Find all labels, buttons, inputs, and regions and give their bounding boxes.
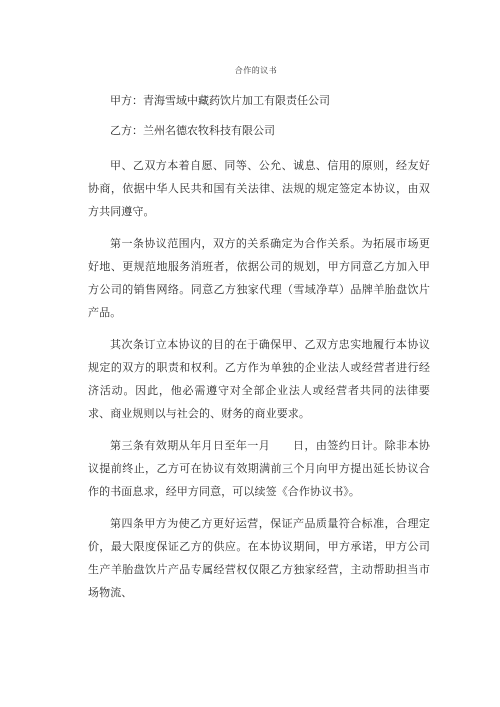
paragraph-article-4: 第四条甲方为使乙方更好运营，保证产品质量符合标准，合理定价，最大限度保证乙方的供应。在本协议期间，甲方承诺，甲方公司生产羊胎盘饮片产品专属经营权仅限乙方独家经营，主动帮助担当市场物流、 bbox=[88, 517, 430, 599]
document-title: 合作的议书 bbox=[234, 66, 278, 75]
party-a-line: 甲方：青海雪域中藏药饮片加工有限责任公司 bbox=[110, 94, 330, 107]
paragraph-article-1: 第一条协议范围内，双方的关系确定为合作关系。为拓展市场更好地、更规范地服务消班者，依据公司的规划，甲方同意乙方加入甲方公司的销售网络。同意乙方独家代理（雪域净草）品牌羊胎盘饮片产品。 bbox=[88, 237, 430, 319]
paragraph-article-3: 第三条有效期从年月日至年一月 日，由签约日计。除非本协议提前终止，乙方可在协议有效期满前三个月向甲方提出延长协议合作的书面息求，经甲方同意，可以续签《合作协议书》。 bbox=[88, 439, 430, 498]
paragraph-preamble: 甲、乙双方本着自愿、同等、公允、诚息、信用的原则，经友好协商，依据中华人民共和国有关法律、法规的规定签定本协议，由双方共同遵守。 bbox=[88, 159, 430, 218]
paragraph-article-2: 其次条订立本协议的目的在于确保甲、乙双方忠实地履行本协议规定的双方的职责和权利。乙方作为单独的企业法人或经营者进行经济活动。因此，他必需遵守对全部企业法人或经营者共同的法律要求、商业规则以与社会的、财务的商业要求。 bbox=[88, 338, 430, 420]
party-b-line: 乙方：兰州名德农牧科技有限公司 bbox=[110, 124, 275, 137]
